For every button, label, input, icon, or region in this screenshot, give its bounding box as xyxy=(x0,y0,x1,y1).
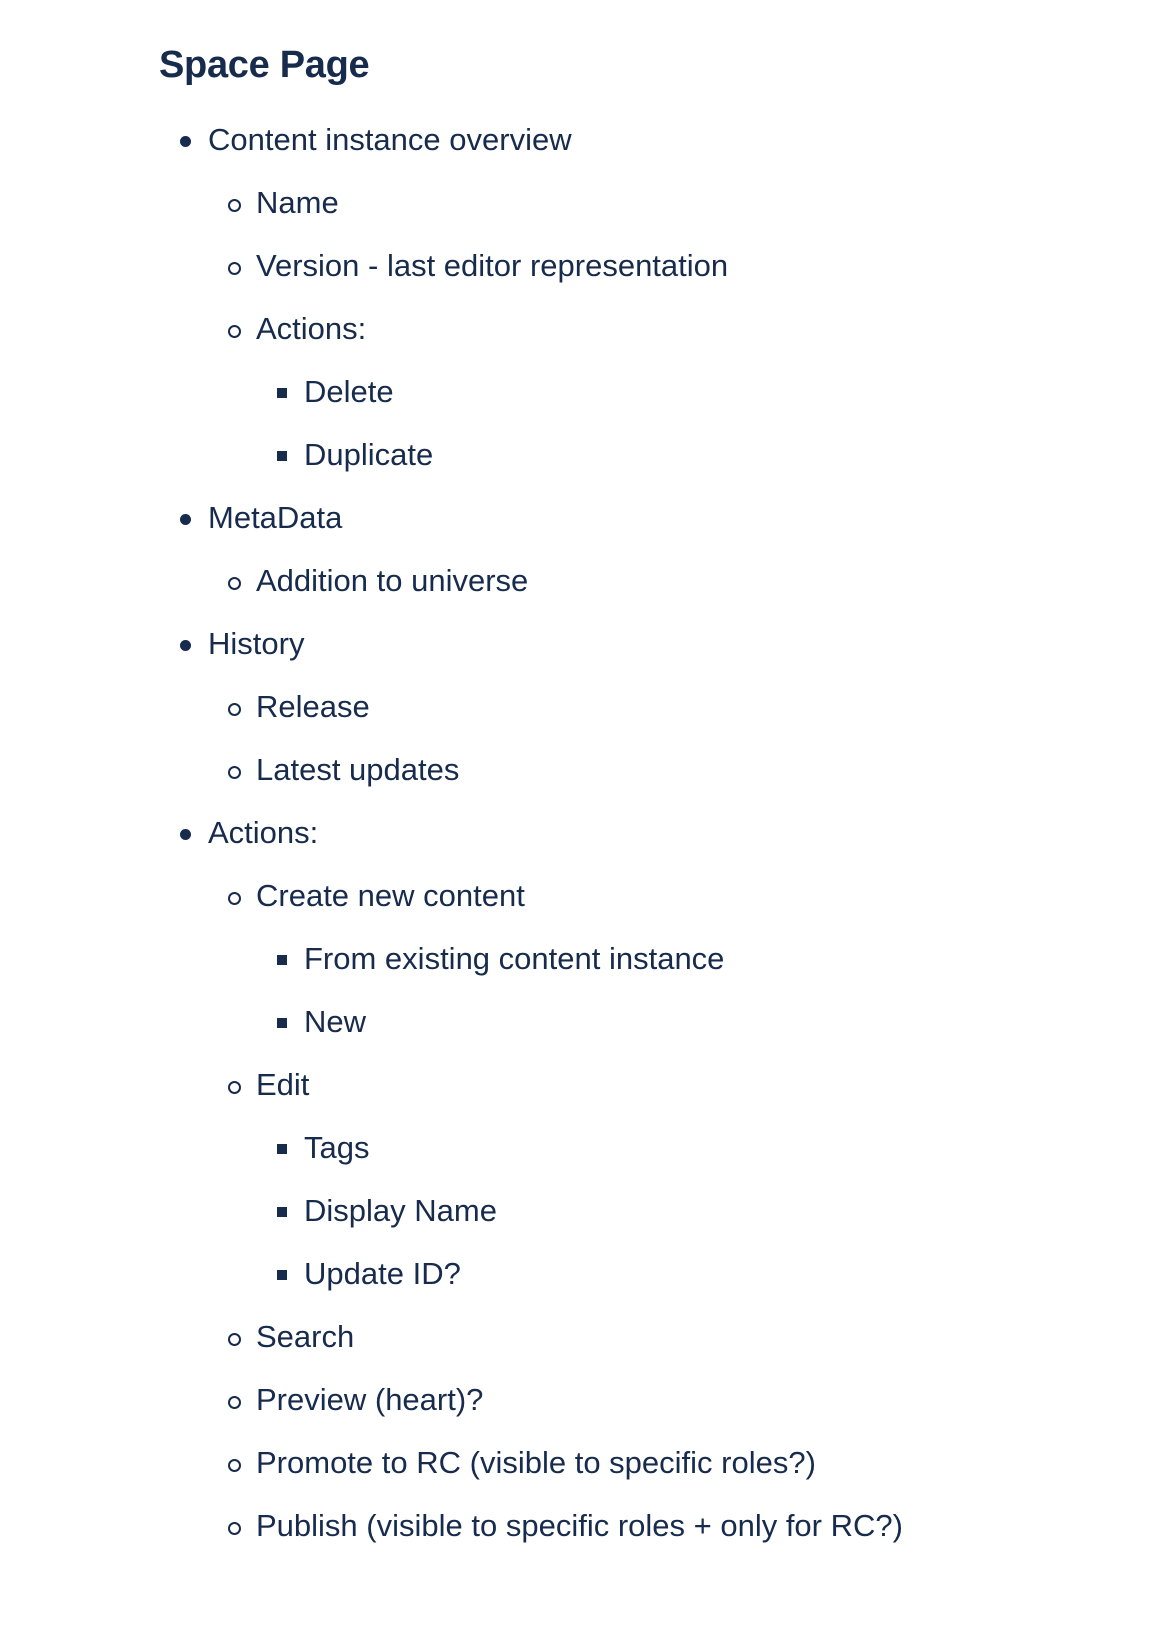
outline-item-text: Update ID? xyxy=(304,1255,461,1291)
outline-item-text: Promote to RC (visible to specific roles?) xyxy=(256,1444,816,1480)
outline-item-level-1 xyxy=(0,1368,1166,1431)
outline-item-text: Duplicate xyxy=(304,436,434,472)
outline-item-level-1 xyxy=(0,549,1166,612)
filled-square-bullet-icon xyxy=(277,1144,287,1154)
filled-square-bullet-icon xyxy=(277,1018,287,1028)
outline-item-level-1 xyxy=(0,675,1166,738)
outline-item-text: MetaData xyxy=(208,499,343,535)
outline-item-level-2 xyxy=(0,1242,1166,1305)
outline-item-text: Content instance overview xyxy=(208,121,572,157)
outline-item-text: Preview (heart)? xyxy=(256,1381,484,1417)
outline-item-level-1 xyxy=(0,1494,1166,1557)
outline-item-level-1 xyxy=(0,1053,1166,1116)
outline-item-level-1 xyxy=(0,234,1166,297)
hollow-circle-bullet-icon xyxy=(228,703,241,716)
outline-item-text: Latest updates xyxy=(256,751,460,787)
outline-item-text: Tags xyxy=(304,1129,370,1165)
filled-square-bullet-icon xyxy=(277,955,287,965)
outline-item-text: Search xyxy=(256,1318,355,1354)
outline-item-text: Actions: xyxy=(256,310,367,346)
outline-item-level-2 xyxy=(0,1179,1166,1242)
hollow-circle-bullet-icon xyxy=(228,325,241,338)
filled-disc-bullet-icon xyxy=(180,514,191,525)
outline-item-level-2 xyxy=(0,990,1166,1053)
outline-item-level-0 xyxy=(0,108,1166,171)
outline-item-text: Edit xyxy=(256,1066,310,1102)
bullet-outline xyxy=(0,108,1166,1557)
hollow-circle-bullet-icon xyxy=(228,1522,241,1535)
outline-item-level-1 xyxy=(0,738,1166,801)
outline-item-text: Addition to universe xyxy=(256,562,529,598)
outline-item-text: History xyxy=(208,625,305,661)
page-title: Space Page xyxy=(159,44,370,86)
hollow-circle-bullet-icon xyxy=(228,1081,241,1094)
outline-item-level-2 xyxy=(0,1116,1166,1179)
hollow-circle-bullet-icon xyxy=(228,766,241,779)
hollow-circle-bullet-icon xyxy=(228,892,241,905)
filled-square-bullet-icon xyxy=(277,1270,287,1280)
outline-item-text: New xyxy=(304,1003,367,1039)
filled-disc-bullet-icon xyxy=(180,136,191,147)
filled-square-bullet-icon xyxy=(277,388,287,398)
hollow-circle-bullet-icon xyxy=(228,1333,241,1346)
outline-item-level-1 xyxy=(0,864,1166,927)
hollow-circle-bullet-icon xyxy=(228,199,241,212)
outline-item-level-2 xyxy=(0,927,1166,990)
outline-item-level-1 xyxy=(0,1431,1166,1494)
hollow-circle-bullet-icon xyxy=(228,1459,241,1472)
outline-item-level-1 xyxy=(0,1305,1166,1368)
outline-item-text: Display Name xyxy=(304,1192,497,1228)
outline-item-text: Name xyxy=(256,184,339,220)
filled-square-bullet-icon xyxy=(277,451,287,461)
filled-disc-bullet-icon xyxy=(180,829,191,840)
outline-item-text: Release xyxy=(256,688,370,724)
outline-item-level-0 xyxy=(0,486,1166,549)
hollow-circle-bullet-icon xyxy=(228,262,241,275)
filled-square-bullet-icon xyxy=(277,1207,287,1217)
outline-item-level-1 xyxy=(0,297,1166,360)
outline-item-level-0 xyxy=(0,801,1166,864)
hollow-circle-bullet-icon xyxy=(228,577,241,590)
outline-item-text: Delete xyxy=(304,373,394,409)
outline-item-level-1 xyxy=(0,171,1166,234)
outline-item-level-0 xyxy=(0,612,1166,675)
outline-item-text: Version - last editor representation xyxy=(256,247,729,283)
outline-item-text: From existing content instance xyxy=(304,940,725,976)
outline-item-text: Publish (visible to specific roles + only for RC?) xyxy=(256,1507,903,1543)
outline-item-text: Create new content xyxy=(256,877,525,913)
outline-item-level-2 xyxy=(0,360,1166,423)
hollow-circle-bullet-icon xyxy=(228,1396,241,1409)
outline-item-text: Actions: xyxy=(208,814,319,850)
filled-disc-bullet-icon xyxy=(180,640,191,651)
outline-item-level-2 xyxy=(0,423,1166,486)
